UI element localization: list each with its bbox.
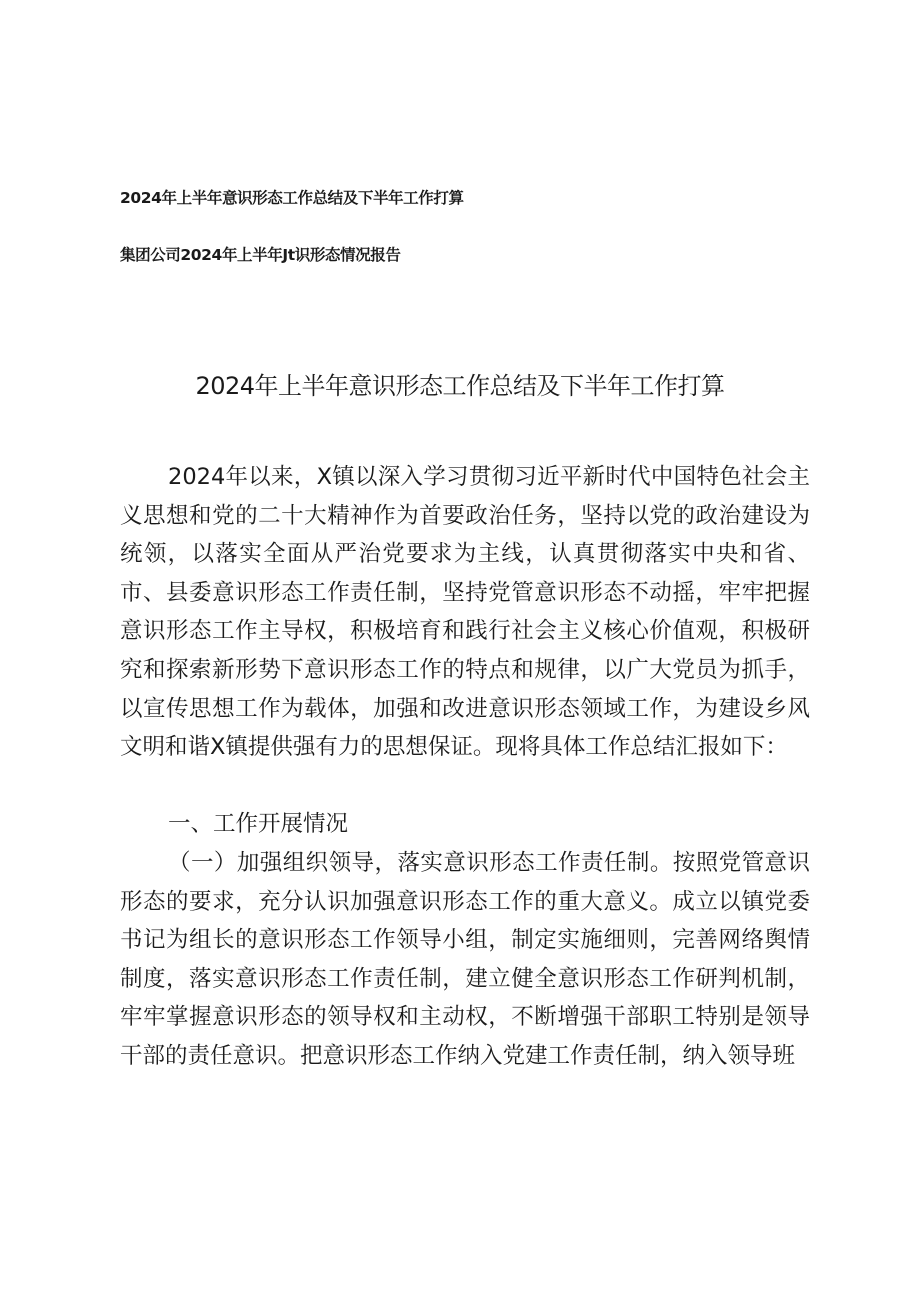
toc-entry-2: 集团公司2024年上半年Jt识形态情况报告	[120, 246, 401, 264]
document-title: 2024年上半年意识形态工作总结及下半年工作打算	[195, 372, 725, 400]
section-heading: 一、工作开展情况	[168, 811, 349, 837]
paragraph-intro: 2024年以来，X镇以深入学习贯彻习近平新时代中国特色社会主义思想和党的二十大精神作为首要政治任务，坚持以党的政治建设为统领，以落实全面从严治党要求为主线，认真贯彻落实中央和省、市、县委意识形态工作责任制，坚持党管意识形态不动摇，牢牢把握意识形态工作主导权，积极培育和践行社会主义核心价值观，积极研究和探索新形势下意识形态工作的特点和规律，以广大党员为抓手，以宣传思想工作为载体，加强和改进意识形态领域工作，为建设乡风文明和谐X镇提供强有力的思想保证。现将具体工作总结汇报如下：	[120, 464, 810, 761]
paragraph-section-1: （一）加强组织领导，落实意识形态工作责任制。按照党管意识形态的要求，充分认识加强意识形态工作的重大意义。成立以镇党委书记为组长的意识形态工作领导小组，制定实施细则，完善网络舆情制度，落实意识形态工作责任制，建立健全意识形态工作研判机制，牢牢掌握意识形态的领导权和主动权，不断增强干部职工特别是领导干部的责任意识。把意识形态工作纳入党建工作责任制，纳入领导班	[120, 850, 810, 1069]
toc-entry-1: 2024年上半年意识形态工作总结及下半年工作打算	[120, 189, 464, 207]
